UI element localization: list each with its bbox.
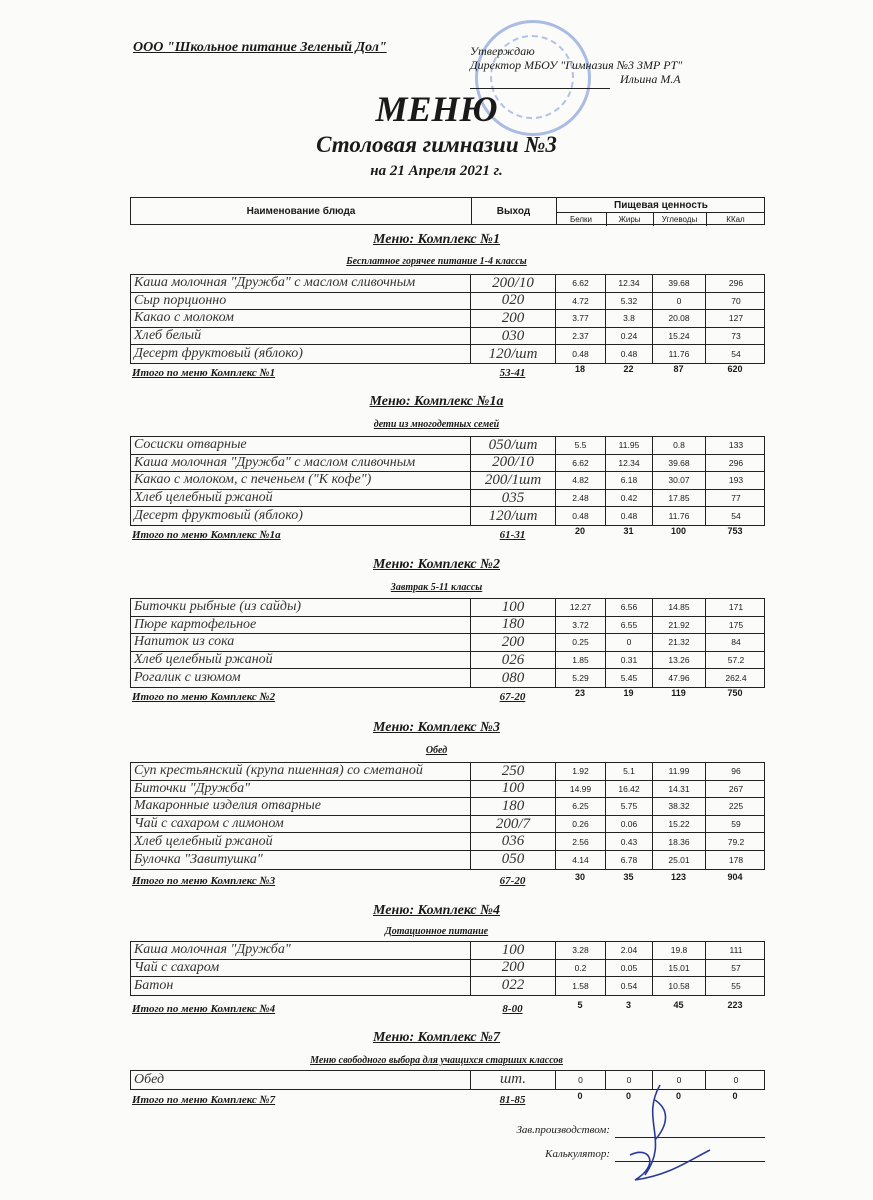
director-title: Директор МБОУ "Гимназия №3 ЗМР РТ" xyxy=(470,58,683,72)
col-output: Выход xyxy=(471,198,557,224)
calculator-label: Калькулятор: xyxy=(545,1148,610,1160)
dish-output: 200 xyxy=(471,634,556,651)
dish-protein: 6.62 xyxy=(556,455,606,472)
dish-kcal: 296 xyxy=(728,457,744,468)
dish-kcal: 178 xyxy=(728,854,744,865)
dish-name: Батон xyxy=(131,977,471,995)
section-subtitle xyxy=(0,256,873,267)
dish-carbs: 19.8 xyxy=(653,942,706,959)
dish-fat: 5.32 xyxy=(606,293,653,310)
dish-output: 200/10 xyxy=(471,455,556,472)
total-price: 67-20 xyxy=(499,875,526,887)
total-fat: 0 xyxy=(625,1091,631,1101)
organization-name: ООО "Школьное питание Зеленый Дол" xyxy=(133,40,387,55)
total-carbs: 100 xyxy=(670,526,687,536)
dish-protein: 0 xyxy=(556,1071,606,1089)
section-total xyxy=(130,1000,765,1017)
section-title-text: Меню: Комплекс №1а xyxy=(369,394,504,409)
dish-fat: 0.31 xyxy=(606,652,653,669)
dish-output: 120/шт xyxy=(471,345,556,363)
dish-fat: 5.1 xyxy=(606,763,653,780)
dish-carbs: 25.01 xyxy=(653,851,706,869)
dish-carbs: 18.36 xyxy=(653,833,706,850)
dish-name: Макаронные изделия отварные xyxy=(131,798,471,815)
dish-carbs: 30.07 xyxy=(653,472,706,489)
dish-carbs: 39.68 xyxy=(653,275,706,292)
total-protein: 0 xyxy=(577,1091,583,1101)
dish-kcal: 96 xyxy=(731,766,741,777)
total-fat: 31 xyxy=(623,526,634,536)
total-kcal: 0 xyxy=(732,1091,738,1101)
dish-fat: 3.8 xyxy=(606,310,653,327)
col-fat: Жиры xyxy=(606,212,654,226)
total-fat: 35 xyxy=(623,872,634,882)
handwritten-signature xyxy=(600,1080,720,1190)
total-carbs: 119 xyxy=(671,688,686,698)
dish-output: 180 xyxy=(471,798,556,815)
total-kcal: 620 xyxy=(727,364,743,374)
section-title-text: Меню: Комплекс №3 xyxy=(373,720,500,735)
table-row xyxy=(131,328,764,346)
total-price: 81-85 xyxy=(499,1094,526,1106)
dish-kcal: 77 xyxy=(731,493,741,504)
table-row xyxy=(131,634,764,652)
table-row xyxy=(131,599,764,617)
dish-output: 080 xyxy=(471,669,556,687)
dish-fat: 0.48 xyxy=(606,507,653,525)
dish-output: 020 xyxy=(471,293,556,310)
section-subtitle xyxy=(0,1055,873,1066)
col-protein: Белки xyxy=(556,212,607,226)
dish-kcal: 79.2 xyxy=(727,836,745,847)
dish-protein: 3.72 xyxy=(556,617,606,634)
dish-protein: 1.85 xyxy=(556,652,606,669)
table-row xyxy=(131,942,764,960)
dish-carbs: 15.22 xyxy=(653,816,706,833)
dish-protein: 5.29 xyxy=(556,669,606,687)
section-title xyxy=(0,557,873,573)
dish-protein: 2.48 xyxy=(556,490,606,507)
dish-output: 200/7 xyxy=(471,816,556,833)
menu-table xyxy=(130,762,765,870)
dish-fat: 5.75 xyxy=(606,798,653,815)
dish-fat: 0.48 xyxy=(606,345,653,363)
dish-output: 036 xyxy=(471,833,556,850)
dish-protein: 2.56 xyxy=(556,833,606,850)
dish-fat: 6.56 xyxy=(606,599,653,616)
table-row xyxy=(131,617,764,635)
dish-protein: 6.25 xyxy=(556,798,606,815)
dish-fat: 6.18 xyxy=(606,472,653,489)
dish-fat: 16.42 xyxy=(606,781,653,798)
menu-table xyxy=(130,598,765,688)
dish-kcal: 54 xyxy=(731,511,741,522)
dish-name: Какао с молоком, с печеньем ("К кофе") xyxy=(131,472,471,489)
page-subtitle: Столовая гимназии №3 xyxy=(316,132,557,157)
dish-kcal: 57.2 xyxy=(727,655,745,666)
dish-name: Десерт фруктовый (яблоко) xyxy=(131,345,471,363)
total-protein: 30 xyxy=(574,872,585,882)
dish-kcal: 55 xyxy=(731,980,741,991)
table-row xyxy=(131,310,764,328)
dish-name: Какао с молоком xyxy=(131,310,471,327)
section-title-text: Меню: Комплекс №4 xyxy=(373,903,500,918)
table-row xyxy=(131,275,764,293)
dish-output: 120/шт xyxy=(471,507,556,525)
dish-output: 050 xyxy=(471,851,556,869)
dish-kcal: 225 xyxy=(728,801,744,812)
section-subtitle-text: дети из многодетных семей xyxy=(373,419,500,430)
dish-name: Напиток из сока xyxy=(131,634,471,651)
table-row xyxy=(131,851,764,869)
total-fat: 3 xyxy=(625,1000,631,1010)
dish-name: Десерт фруктовый (яблоко) xyxy=(131,507,471,525)
section-title-text: Меню: Комплекс №7 xyxy=(373,1030,500,1045)
dish-carbs: 0 xyxy=(653,1071,706,1089)
total-carbs: 0 xyxy=(675,1091,681,1101)
dish-carbs: 15.24 xyxy=(653,328,706,345)
total-kcal: 750 xyxy=(727,688,743,698)
dish-carbs: 14.85 xyxy=(653,599,706,616)
col-kcal: ККал xyxy=(706,212,765,226)
dish-protein: 12.27 xyxy=(556,599,606,616)
table-row xyxy=(131,960,764,978)
dish-name: Сыр порционно xyxy=(131,293,471,310)
total-kcal: 223 xyxy=(727,1000,743,1010)
dish-carbs: 47.96 xyxy=(653,669,706,687)
dish-carbs: 11.76 xyxy=(653,345,706,363)
dish-protein: 14.99 xyxy=(556,781,606,798)
dish-name: Чай с сахаром с лимоном xyxy=(131,816,471,833)
total-protein: 18 xyxy=(574,364,585,374)
dish-kcal: 73 xyxy=(731,331,741,342)
section-total xyxy=(130,364,765,381)
dish-kcal: 84 xyxy=(731,637,741,648)
total-protein: 5 xyxy=(577,1000,583,1010)
table-row xyxy=(131,763,764,781)
menu-date: на 21 Апреля 2021 г. xyxy=(370,163,503,179)
section-subtitle xyxy=(0,926,873,937)
dish-output: 180 xyxy=(471,617,556,634)
dish-protein: 4.72 xyxy=(556,293,606,310)
dish-fat: 0.24 xyxy=(606,328,653,345)
dish-protein: 1.58 xyxy=(556,977,606,995)
dish-name: Пюре картофельное xyxy=(131,617,471,634)
dish-kcal: 0 xyxy=(733,1074,739,1085)
dish-output: 200/10 xyxy=(471,275,556,292)
dish-fat: 12.34 xyxy=(606,275,653,292)
section-total xyxy=(130,872,765,889)
dish-carbs: 38.32 xyxy=(653,798,706,815)
dish-output: 200 xyxy=(471,960,556,977)
section-total xyxy=(130,526,765,543)
dish-kcal: 57 xyxy=(731,962,741,973)
dish-protein: 4.82 xyxy=(556,472,606,489)
dish-fat: 0 xyxy=(606,1071,653,1089)
dish-fat: 0 xyxy=(606,634,653,651)
total-label: Итого по меню Комплекс №7 xyxy=(132,1094,276,1106)
dish-protein: 3.77 xyxy=(556,310,606,327)
dish-kcal: 171 xyxy=(728,602,744,613)
dish-protein: 0.25 xyxy=(556,634,606,651)
dish-protein: 0.48 xyxy=(556,507,606,525)
dish-kcal: 267 xyxy=(728,783,744,794)
dish-kcal: 296 xyxy=(728,278,744,289)
total-kcal: 753 xyxy=(727,526,743,536)
table-row xyxy=(131,798,764,816)
dish-fat: 11.95 xyxy=(606,437,653,454)
dish-kcal: 70 xyxy=(731,295,741,306)
total-carbs: 45 xyxy=(673,1000,684,1010)
dish-output: 100 xyxy=(471,942,556,959)
dish-output: 050/шт xyxy=(471,437,556,454)
dish-fat: 0.42 xyxy=(606,490,653,507)
dish-output: 100 xyxy=(471,781,556,798)
table-row xyxy=(131,833,764,851)
dish-name: Рогалик с изюмом xyxy=(131,669,471,687)
dish-output: 250 xyxy=(471,763,556,780)
total-price: 61-31 xyxy=(499,529,526,541)
dish-name: Хлеб целебный ржаной xyxy=(131,652,471,669)
dish-name: Обед xyxy=(131,1071,471,1089)
total-fat: 22 xyxy=(623,364,634,374)
dish-fat: 6.55 xyxy=(606,617,653,634)
total-label: Итого по меню Комплекс №1а xyxy=(132,529,281,541)
menu-table xyxy=(130,436,765,526)
dish-kcal: 54 xyxy=(731,349,741,360)
dish-name: Биточки рыбные (из сайды) xyxy=(131,599,471,616)
dish-fat: 2.04 xyxy=(606,942,653,959)
col-nutrition: Пищевая ценность xyxy=(614,199,708,211)
dish-carbs: 11.76 xyxy=(653,507,706,525)
section-subtitle-text: Дотационное питание xyxy=(384,926,489,937)
total-kcal: 904 xyxy=(727,872,743,882)
dish-carbs: 21.92 xyxy=(653,617,706,634)
section-title xyxy=(0,1030,873,1046)
dish-carbs: 10.58 xyxy=(653,977,706,995)
dish-carbs: 13.26 xyxy=(653,652,706,669)
dish-carbs: 17.85 xyxy=(653,490,706,507)
total-label: Итого по меню Комплекс №1 xyxy=(132,367,276,379)
col-name: Наименование блюда xyxy=(131,198,472,224)
dish-kcal: 111 xyxy=(729,945,743,956)
menu-table xyxy=(130,274,765,364)
total-price: 67-20 xyxy=(499,691,526,703)
approve-label: Утверждаю xyxy=(470,44,535,58)
dish-output: 100 xyxy=(471,599,556,616)
page-title: МЕНЮ xyxy=(375,89,498,129)
table-row xyxy=(131,490,764,508)
section-subtitle xyxy=(0,419,873,430)
total-carbs: 123 xyxy=(670,872,687,882)
dish-carbs: 15.01 xyxy=(653,960,706,977)
dish-fat: 0.54 xyxy=(606,977,653,995)
dish-protein: 1.92 xyxy=(556,763,606,780)
dish-kcal: 127 xyxy=(728,313,744,324)
table-row xyxy=(131,977,764,995)
dish-protein: 2.37 xyxy=(556,328,606,345)
dish-kcal: 175 xyxy=(728,619,744,630)
section-subtitle xyxy=(0,745,873,756)
section-subtitle-text: Обед xyxy=(425,745,448,756)
dish-name: Биточки "Дружба" xyxy=(131,781,471,798)
total-label: Итого по меню Комплекс №4 xyxy=(132,1003,276,1015)
section-total xyxy=(130,688,765,705)
total-protein: 23 xyxy=(574,688,585,698)
dish-fat: 0.06 xyxy=(606,816,653,833)
section-title xyxy=(0,720,873,736)
dish-output: шт. xyxy=(471,1071,556,1089)
table-row xyxy=(131,507,764,525)
dish-kcal: 262.4 xyxy=(725,673,747,684)
dish-name: Хлеб целебный ржаной xyxy=(131,490,471,507)
section-title xyxy=(0,232,873,248)
dish-fat: 12.34 xyxy=(606,455,653,472)
dish-protein: 6.62 xyxy=(556,275,606,292)
section-subtitle xyxy=(0,582,873,593)
dish-carbs: 11.99 xyxy=(653,763,706,780)
table-row xyxy=(131,293,764,311)
dish-name: Каша молочная "Дружба" с маслом сливочным xyxy=(131,455,471,472)
table-row xyxy=(131,652,764,670)
col-carbs: Углеводы xyxy=(653,212,707,226)
dish-name: Каша молочная "Дружба" xyxy=(131,942,471,959)
total-protein: 20 xyxy=(574,526,585,536)
director-name: Ильина М.А xyxy=(620,72,681,86)
section-subtitle-text: Меню свободного выбора для учащихся старших классов xyxy=(310,1055,563,1066)
dish-protein: 5.5 xyxy=(556,437,606,454)
dish-fat: 0.05 xyxy=(606,960,653,977)
dish-carbs: 21.32 xyxy=(653,634,706,651)
table-row xyxy=(131,816,764,834)
dish-carbs: 14.31 xyxy=(653,781,706,798)
dish-output: 022 xyxy=(471,977,556,995)
total-carbs: 87 xyxy=(673,364,684,374)
dish-carbs: 20.08 xyxy=(653,310,706,327)
total-price: 8-00 xyxy=(502,1003,523,1015)
dish-name: Хлеб белый xyxy=(131,328,471,345)
dish-protein: 0.26 xyxy=(556,816,606,833)
table-row xyxy=(131,437,764,455)
dish-kcal: 59 xyxy=(731,819,741,830)
section-title-text: Меню: Комплекс №2 xyxy=(373,557,500,572)
section-title xyxy=(0,903,873,919)
dish-name: Хлеб целебный ржаной xyxy=(131,833,471,850)
total-label: Итого по меню Комплекс №2 xyxy=(132,691,276,703)
table-row xyxy=(131,669,764,687)
dish-output: 026 xyxy=(471,652,556,669)
dish-name: Сосиски отварные xyxy=(131,437,471,454)
dish-kcal: 133 xyxy=(728,440,744,451)
dish-name: Булочка "Завитушка" xyxy=(131,851,471,869)
dish-protein: 4.14 xyxy=(556,851,606,869)
section-subtitle-text: Бесплатное горячее питание 1-4 классы xyxy=(346,256,527,267)
section-title xyxy=(0,394,873,410)
section-subtitle-text: Завтрак 5-11 классы xyxy=(390,582,483,593)
dish-carbs: 39.68 xyxy=(653,455,706,472)
dish-name: Чай с сахаром xyxy=(131,960,471,977)
dish-fat: 6.78 xyxy=(606,851,653,869)
dish-name: Каша молочная "Дружба" с маслом сливочным xyxy=(131,275,471,292)
table-header xyxy=(130,197,765,225)
total-price: 53-41 xyxy=(499,367,526,379)
dish-output: 200 xyxy=(471,310,556,327)
table-row xyxy=(131,345,764,363)
dish-protein: 0.2 xyxy=(556,960,606,977)
dish-protein: 0.48 xyxy=(556,345,606,363)
dish-kcal: 193 xyxy=(728,475,744,486)
dish-protein: 3.28 xyxy=(556,942,606,959)
dish-output: 030 xyxy=(471,328,556,345)
dish-output: 200/1шт xyxy=(471,472,556,489)
dish-fat: 0.43 xyxy=(606,833,653,850)
menu-table xyxy=(130,941,765,996)
section-title-text: Меню: Комплекс №1 xyxy=(373,232,500,247)
table-row xyxy=(131,781,764,799)
approval-block xyxy=(470,44,682,86)
table-row xyxy=(131,472,764,490)
dish-fat: 5.45 xyxy=(606,669,653,687)
total-label: Итого по меню Комплекс №3 xyxy=(132,875,276,887)
dish-carbs: 0.8 xyxy=(653,437,706,454)
dish-output: 035 xyxy=(471,490,556,507)
dish-carbs: 0 xyxy=(653,293,706,310)
total-fat: 19 xyxy=(623,688,634,698)
table-row xyxy=(131,455,764,473)
dish-name: Суп крестьянский (крупа пшенная) со сметаной xyxy=(131,763,471,780)
production-head-label: Зав.производством: xyxy=(516,1124,610,1136)
